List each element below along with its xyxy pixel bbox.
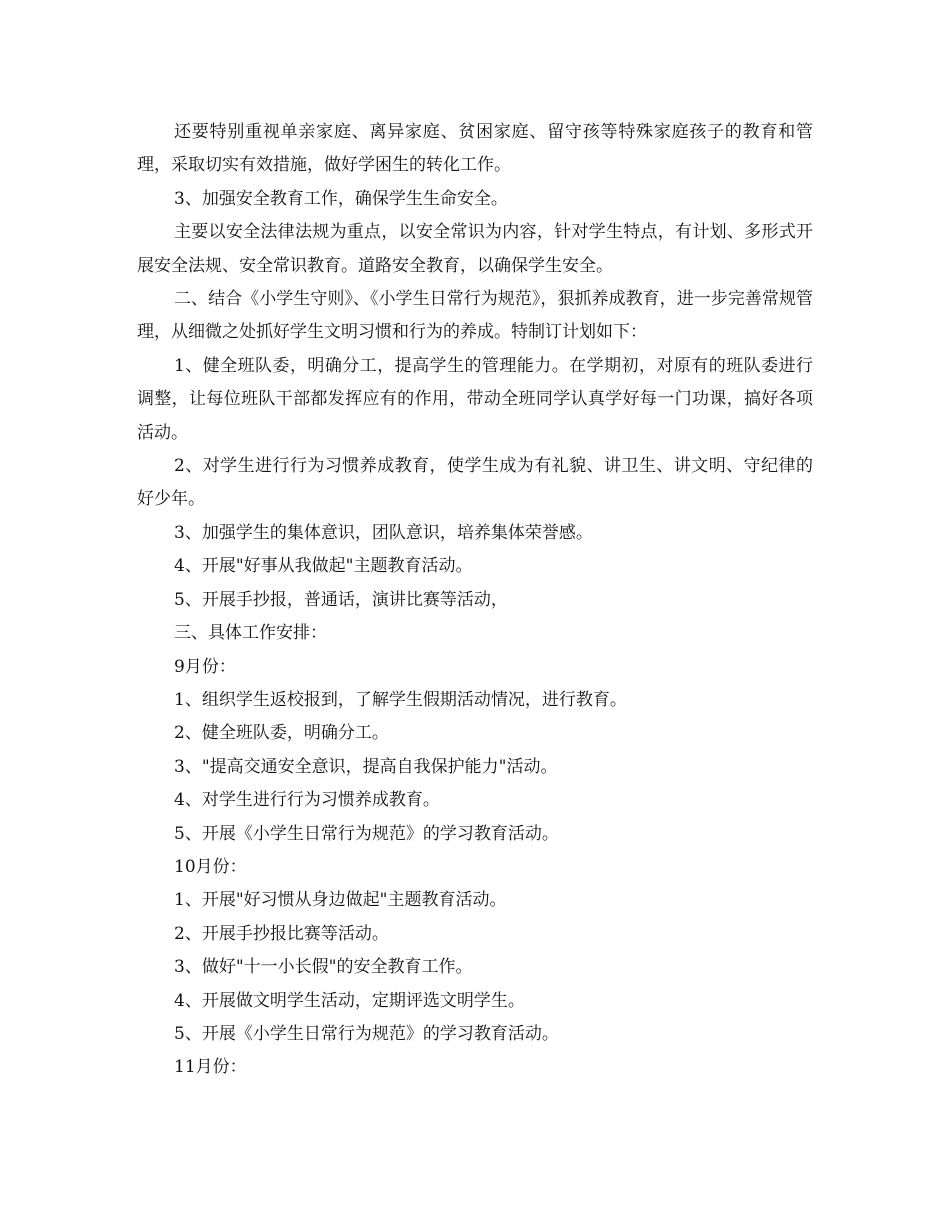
list-item: 5、开展《小学生日常行为规范》的学习教育活动。	[174, 1023, 559, 1044]
paragraph: 二、结合《小学生守则》、《小学生日常行为规范》，狠抓养成教育，进一步完善常规管理，从细微之处抓好学生文明习惯和行为的养成。特制订计划如下：	[137, 289, 813, 343]
paragraph: 1、健全班队委，明确分工，提高学生的管理能力。在学期初，对原有的班队委进行调整，让每位班队干部都发挥应有的作用，带动全班同学认真学好每一门功课，搞好各项活动。	[137, 355, 813, 443]
document-body	[137, 116, 813, 1085]
list-item: 2、开展手抄报比赛等活动。	[174, 923, 389, 944]
list-item: 1、组织学生返校报到，了解学生假期活动情况，进行教育。	[174, 689, 627, 710]
list-item: 1、开展"好习惯从身边做起"主题教育活动。	[174, 890, 507, 911]
section-heading: 三、具体工作安排：	[174, 623, 327, 644]
paragraph: 5、开展手抄报，普通话，演讲比赛等活动，	[174, 589, 508, 610]
paragraph: 3、加强安全教育工作，确保学生生命安全。	[174, 188, 508, 209]
paragraph: 2、对学生进行行为习惯养成教育，使学生成为有礼貌、讲卫生、讲文明、守纪律的好少年。	[137, 456, 813, 510]
month-heading: 10月份：	[174, 856, 247, 877]
list-item: 2、健全班队委，明确分工。	[174, 723, 389, 744]
list-item: 3、做好"十一小长假"的安全教育工作。	[174, 957, 473, 978]
month-heading: 11月份：	[174, 1057, 247, 1078]
month-heading: 9月份：	[174, 656, 236, 677]
list-item: 5、开展《小学生日常行为规范》的学习教育活动。	[174, 823, 559, 844]
paragraph: 还要特别重视单亲家庭、离异家庭、贫困家庭、留守孩等特殊家庭孩子的教育和管理，采取切实有效措施，做好学困生的转化工作。	[137, 122, 813, 176]
paragraph: 4、开展"好事从我做起"主题教育活动。	[174, 556, 473, 577]
list-item: 3、"提高交通安全意识，提高自我保护能力"活动。	[174, 756, 558, 777]
list-item: 4、对学生进行行为习惯养成教育。	[174, 790, 440, 811]
list-item: 4、开展做文明学生活动，定期评选文明学生。	[174, 990, 525, 1011]
paragraph: 主要以安全法律法规为重点，以安全常识为内容，针对学生特点，有计划、多形式开展安全法规、安全常识教育。道路安全教育，以确保学生安全。	[137, 222, 813, 276]
paragraph: 3、加强学生的集体意识，团队意识，培养集体荣誉感。	[174, 522, 593, 543]
